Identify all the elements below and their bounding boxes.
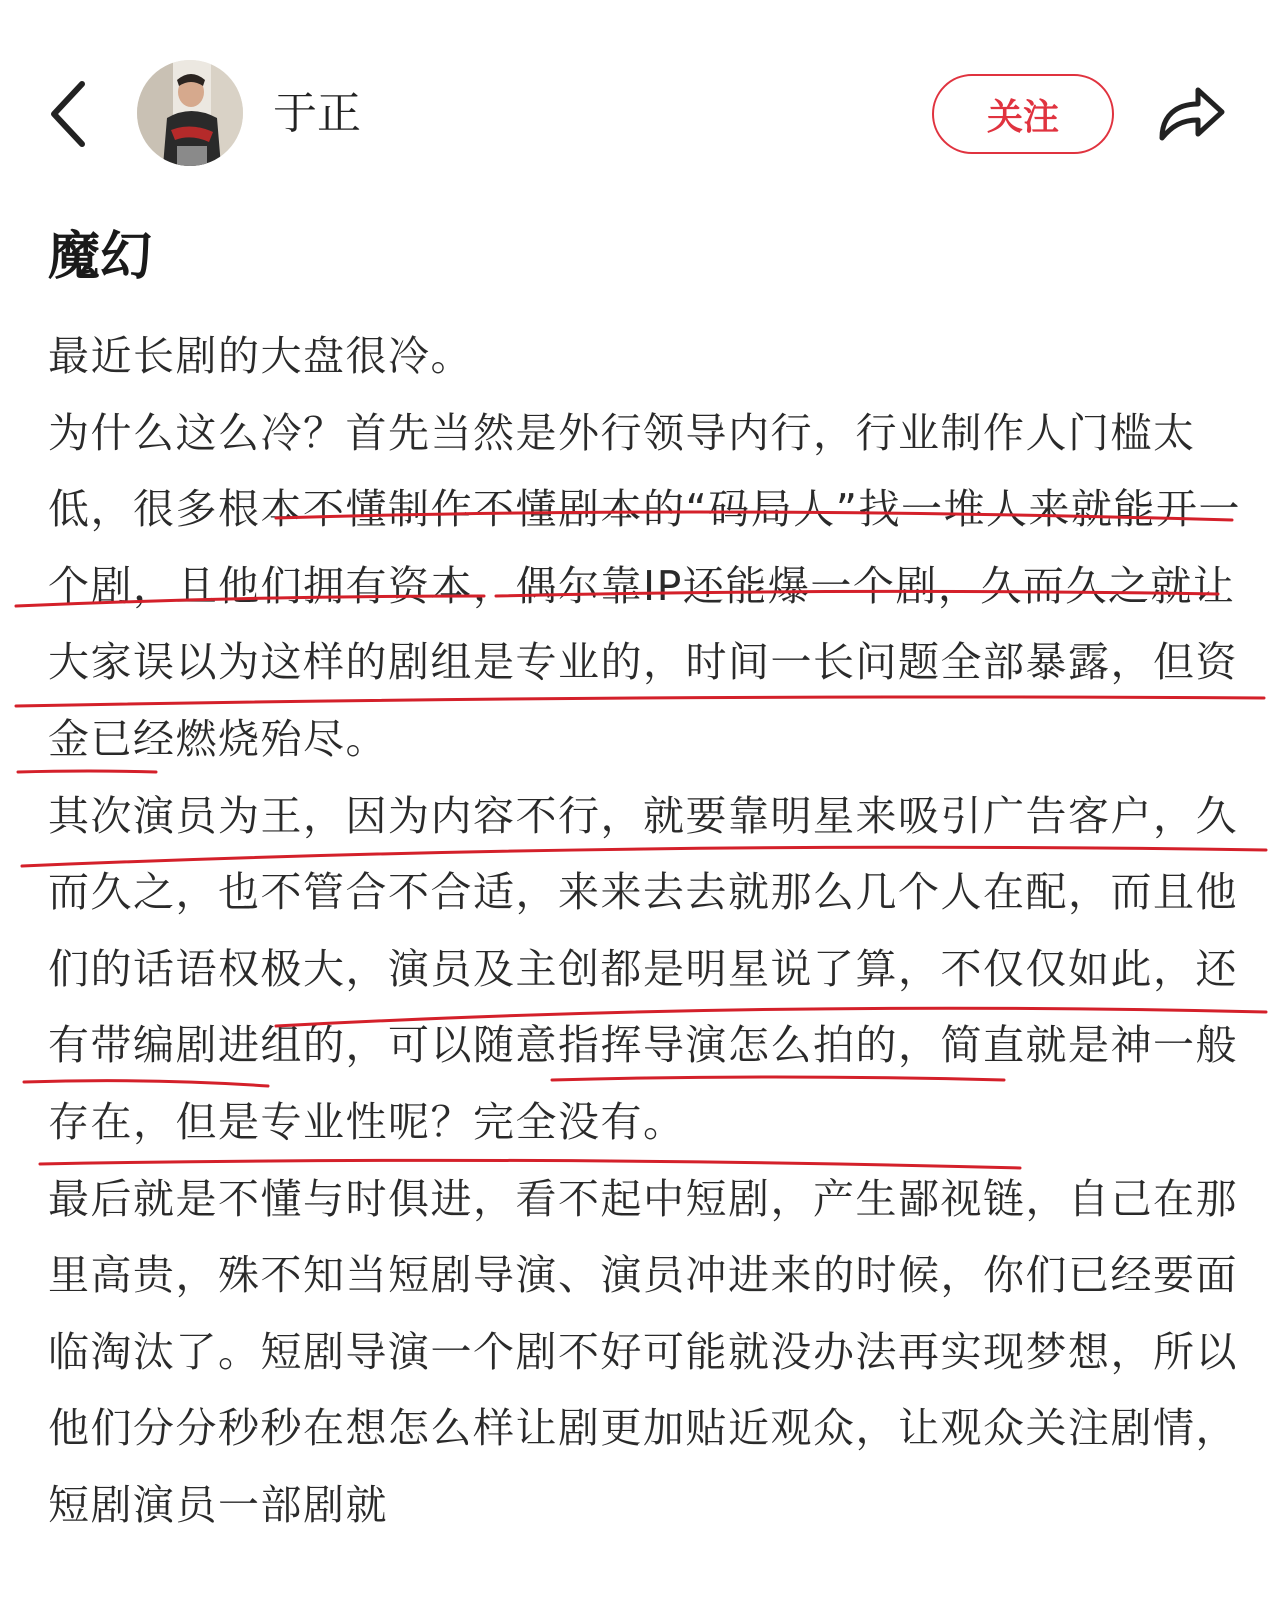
back-button[interactable] bbox=[40, 78, 100, 150]
article-paragraph: 其次演员为王，因为内容不行，就要靠明星来吸引广告客户，久而久之，也不管合不合适，来来去去就那么几个人在配，而且他们的话语权极大，演员及主创都是明星说了算，不仅仅如此，还有带编剧进组的，可以随意指挥导演怎么拍的，简直就是神一般存在，但是专业性呢？完全没有。 bbox=[48, 791, 1238, 1146]
article-paragraph: 最近长剧的大盘很冷。 bbox=[48, 332, 473, 380]
share-button[interactable] bbox=[1154, 76, 1230, 152]
article-body bbox=[48, 318, 1248, 1544]
share-arrow-icon bbox=[1154, 76, 1230, 152]
article-paragraph: 最后就是不懂与时俱进，看不起中短剧，产生鄙视链，自己在那里高贵，殊不知当短剧导演、演员冲进来的时候，你们已经要面临淘汰了。短剧导演一个剧不好可能就没办法再实现梦想，所以他们分分秒秒在想怎么样让剧更加贴近观众，让观众关注剧情，短剧演员一部剧就 bbox=[48, 1174, 1238, 1529]
chevron-left-icon bbox=[40, 78, 100, 150]
author-avatar[interactable] bbox=[137, 60, 243, 166]
article-header bbox=[0, 0, 1280, 230]
avatar-photo bbox=[137, 60, 243, 166]
article-paragraph: 为什么这么冷？首先当然是外行领导内行，行业制作人门槛太低，很多根本不懂制作不懂剧本的“码局人”找一堆人来就能开一个剧，且他们拥有资本，偶尔靠IP还能爆一个剧，久而久之就让大家误以为这样的剧组是专业的，时间一长问题全部暴露，但资金已经燃烧殆尽。 bbox=[48, 408, 1241, 763]
article-title: 魔幻 bbox=[48, 227, 153, 287]
follow-button[interactable]: 关注 bbox=[932, 74, 1114, 154]
author-name[interactable]: 于正 bbox=[273, 88, 361, 139]
